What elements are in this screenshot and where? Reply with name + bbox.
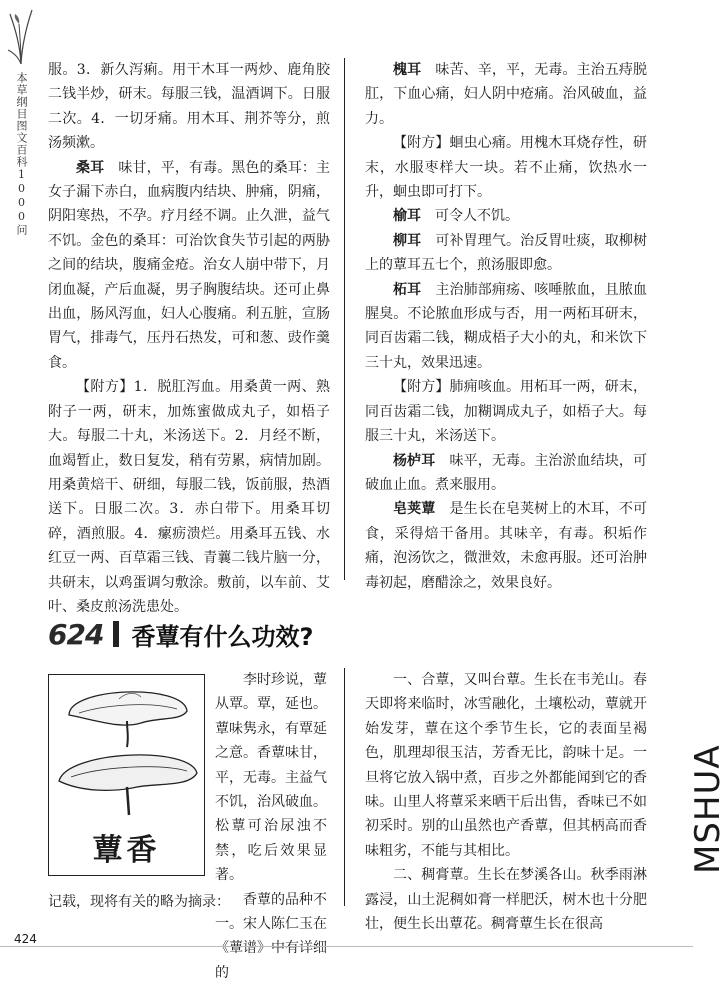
paragraph: 一、合蕈，又叫台蕈。生长在韦羌山。春天即将来临时，冰雪融化，土壤松动，蕈就开始发芽，蕈在这个季节生长，它的表面呈褐色，肌理却很玉洁，芳香无比，韵味十足。一旦将它放入锅中煮，百步之外都能闻到它的香味。山里人将蕈采来晒干后出售，香味已不如初采时。别的山虽然也产香蕈，但其柄高而香味粗劣，不能与其相比。 xyxy=(365,672,647,859)
paragraph xyxy=(365,449,647,498)
book-title: 本草纲目图文百科1000问 xyxy=(15,72,28,236)
paragraph: 【附方】肺痈咳血。用柘耳一两，研末，同百齿霜二钱，加糊调成丸子，如梧子大。每服三十丸，米汤送下。 xyxy=(365,379,647,445)
watermark xyxy=(648,744,728,990)
paragraph: 【附方】1．脱肛泻血。用桑黄一两、熟附子一两，研末，加炼蜜做成丸子，如梧子大。每服二十丸，米汤送下。2．月经不断，血竭暂止，数日复发，稍有劳累，病情加剧。用桑黄焙干、研细，每服二钱，饭前服，热酒送下。日服二次。3．赤白带下。用桑耳切碎，酒煎服。4．瘰疬溃烂。用桑耳五钱、水红豆一两、百草霜三钱、青蘘二钱片脑一分，共研末，以鸡蛋调匀敷涂。敷前，以车前、艾叶、桑皮煎汤洗患处。 xyxy=(48,379,330,615)
footer-rule xyxy=(0,946,693,947)
watermark-text: MSHUA xyxy=(688,744,728,874)
paragraph xyxy=(365,229,647,278)
paragraph-text: 味苦、辛，平，无毒。主治五痔脱肛，下血心痛，妇人阴中疮痛。治风破血，益力。 xyxy=(365,62,648,127)
section-title: 香蕈有什么功效? xyxy=(131,622,314,651)
section-number: 624 xyxy=(48,617,104,651)
mushroom-drawing-icon xyxy=(49,675,204,825)
bottom-right-column xyxy=(365,668,647,936)
orchid-logo-icon xyxy=(6,6,36,66)
keyword: 杨栌耳 xyxy=(393,452,436,469)
paragraph: 记载，现将有关的略为摘录： xyxy=(48,894,230,910)
illustration-label: 蕈香 xyxy=(92,833,161,868)
column-divider xyxy=(344,58,345,580)
paragraph xyxy=(365,58,647,131)
paragraph-text: 可补胃理气。治反胃吐痰，取柳树上的蕈耳五七个，煎汤服即愈。 xyxy=(365,232,648,274)
paragraph: 二、稠膏蕈。生长在梦溪各山。秋季雨淋露浸，山土泥稠如膏一样肥沃，树木也十分肥壮，便生长出蕈花。稠膏蕈生长在很高 xyxy=(365,867,647,933)
top-right-column xyxy=(365,58,647,595)
keyword: 榆耳 xyxy=(393,208,421,225)
keyword: 槐耳 xyxy=(393,62,422,78)
paragraph: 李时珍说，蕈从覃。覃，延也。蕈味隽永，有覃延之意。香蕈味甘，平，无毒。主益气不饥，治风破血。松蕈可治尿浊不禁，吃后效果显著。 xyxy=(215,672,327,884)
paragraph: 服。3．新久泻痢。用干木耳一两炒、鹿角胶二钱半炒，研末。每服三钱，温酒调下。日服二次。4．一切牙痛。用木耳、荆芥等分，煎汤频漱。 xyxy=(48,62,330,152)
section-bar xyxy=(113,621,119,647)
paragraph-text: 是生长在皂荚树上的木耳，不可食，采得焙干备用。其味辛，有毒。积垢作痛，泡汤饮之，微泄效，未愈再服。还可治肿毒初起，磨醋涂之，效果良好。 xyxy=(365,501,648,591)
paragraph: 香蕈的品种不一。宋人陈仁玉在《蕈谱》中有详细的 xyxy=(215,891,327,981)
intro-text-wide xyxy=(48,890,330,914)
paragraph xyxy=(48,156,330,376)
paragraph xyxy=(365,278,647,376)
paragraph xyxy=(365,204,647,228)
keyword: 柳耳 xyxy=(393,232,422,249)
paragraph-text: 主治肺部痈疡、咳唾脓血，且脓血腥臭。不论脓血形成与否，用一两柘耳研末，同百齿霜二钱，糊成梧子大小的丸，和米饮下三十丸，效果迅速。 xyxy=(365,281,648,371)
paragraph-text: 味平，无毒。主治淤血结块，可破血止血。煮来服用。 xyxy=(365,452,648,493)
top-left-column xyxy=(48,58,330,619)
paragraph-text: 可令人不饥。 xyxy=(435,208,519,225)
paragraph xyxy=(365,497,647,595)
column-divider xyxy=(344,668,345,906)
keyword: 皂荚蕈 xyxy=(393,501,436,518)
keyword: 桑耳 xyxy=(76,159,105,176)
page-number: 424 xyxy=(14,932,37,946)
keyword: 柘耳 xyxy=(393,281,422,298)
section-header xyxy=(48,614,648,654)
paragraph: 【附方】蛔虫心痛。用槐木耳烧存性，研末，水服枣样大一块。若不止痛，饮热水一升，蛔虫即可打下。 xyxy=(365,135,647,201)
mushroom-illustration xyxy=(48,674,205,876)
intro-text-narrow xyxy=(215,668,327,985)
paragraph-text: 味甘，平，有毒。黑色的桑耳：主女子漏下赤白，血病腹内结块、肿痛，阴痛，阴阳寒热，不孕。疗月经不调。止久泄，益气不饥。金色的桑耳：可治饮食失节引起的两胁之间的结块，腹痛金疮。治女人崩中带下，月闭血凝，产后血凝，男子胸腹结块。还可止鼻出血，肠风泻血，妇人心腹痛。利五脏，宣肠胃气，排毒气，压丹石热发，可和葱、豉作羹食。 xyxy=(48,159,331,371)
